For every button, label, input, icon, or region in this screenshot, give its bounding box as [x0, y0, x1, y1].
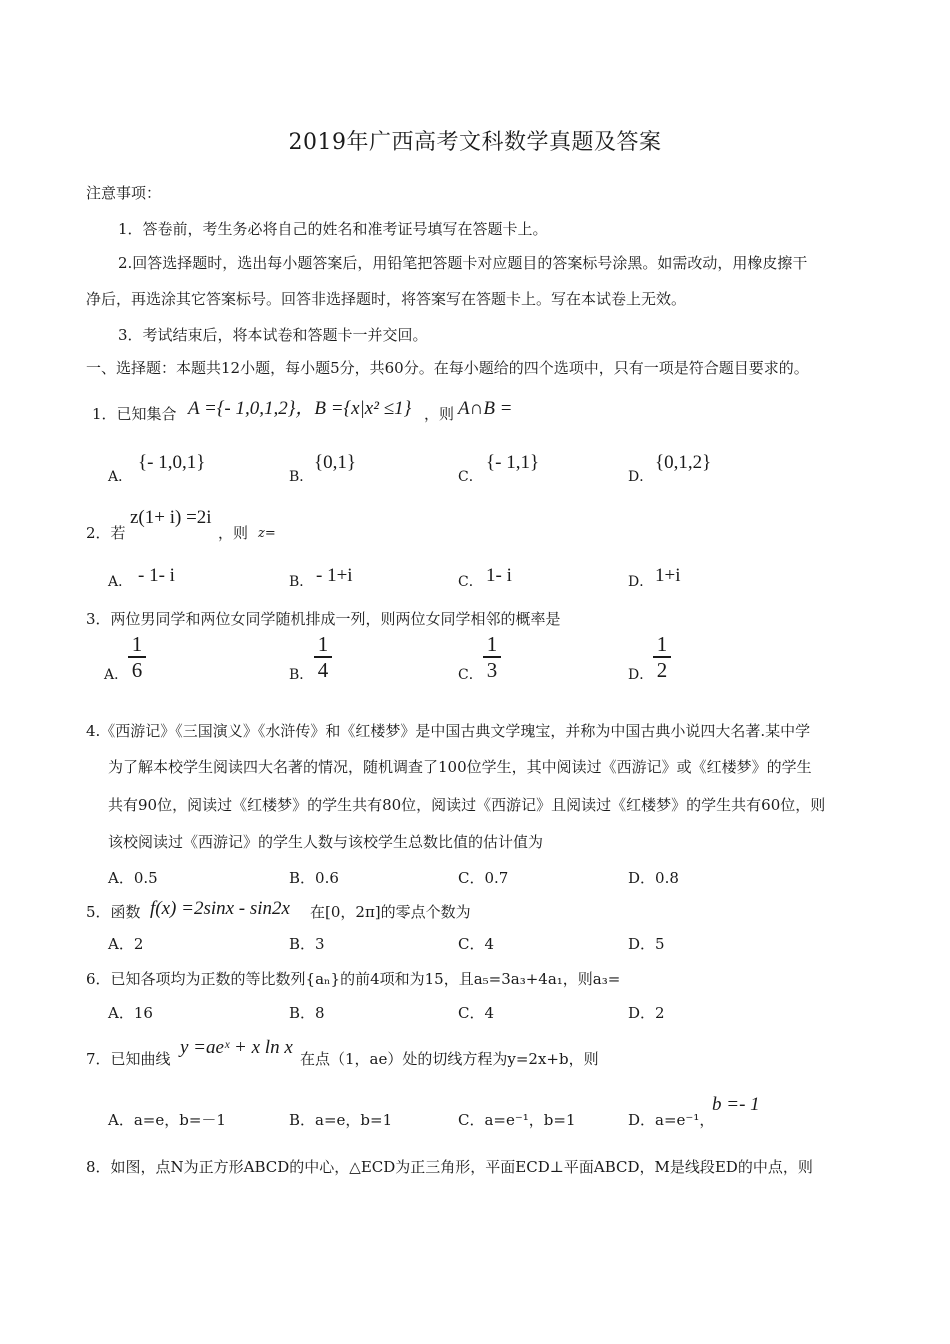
- q1-opt-c: {- 1,1}: [486, 452, 540, 473]
- q1-opt-b-label: B．: [289, 469, 314, 485]
- q6-opt-c-value: 4: [484, 1004, 495, 1022]
- q3-opt-b-fraction: [314, 633, 332, 681]
- q6-opt-a-value: 16: [133, 1004, 153, 1022]
- q3-opt-b-label: B．: [289, 667, 314, 683]
- q4-line-2: 为了解本校学生阅读四大名著的情况，随机调查了100位学生，其中阅读过《西游记》或《红楼梦》的学生: [108, 758, 812, 776]
- q7-opt-d-label: D．: [628, 1111, 656, 1129]
- q5-opt-b-label: B．: [289, 935, 316, 953]
- q2-opt-c-label: C．: [458, 574, 483, 590]
- notice-heading: 注意事项：: [86, 184, 162, 202]
- q6-opt-a-label: A．: [108, 1004, 134, 1022]
- q2-opt-d-label: D．: [628, 574, 654, 590]
- q5-math: f(x) =2sinx - sin2x: [150, 898, 290, 919]
- q5-opt-c: [458, 934, 494, 954]
- q7-opt-d-value: a=e⁻¹，: [655, 1111, 715, 1129]
- q7-opt-c: [458, 1110, 576, 1130]
- q3-opt-c-fraction: [483, 633, 501, 681]
- q3-opt-a-num: 1: [131, 632, 143, 656]
- q6-opt-d-value: 2: [655, 1004, 665, 1022]
- q1-suffix: ，则: [424, 405, 455, 423]
- q5-opt-a: [108, 934, 143, 954]
- q1-opt-d-label: D．: [628, 469, 654, 485]
- q2-opt-d: 1+i: [655, 565, 681, 586]
- q5-opt-a-value: 2: [133, 935, 144, 953]
- q2-math: z(1+ i) =2i: [130, 507, 212, 528]
- q4-line-3: 共有90位，阅读过《红楼梦》的学生共有80位，阅读过《西游记》且阅读过《红楼梦》的学生共有60位，则: [108, 796, 826, 814]
- q3-opt-c-label: C．: [458, 667, 483, 683]
- q5-opt-d-value: 5: [655, 935, 665, 953]
- q6-opt-d-label: D．: [628, 1004, 656, 1022]
- q5-opt-d-label: D．: [628, 935, 656, 953]
- q4-opt-b-value: 0.6: [315, 869, 339, 887]
- q7-opt-c-value: a=e⁻¹，b=1: [484, 1111, 576, 1129]
- q5-opt-b: [289, 934, 325, 954]
- q2-var: z=: [258, 526, 276, 541]
- q8-text: 8．如图，点N为正方形ABCD的中心，△ECD为正三角形，平面ECD⊥平面ABCD，M是线段ED的中点，则: [86, 1158, 813, 1176]
- q1-math2: A∩B =: [458, 398, 513, 419]
- q1-opt-a: {- 1,0,1}: [138, 452, 206, 473]
- q4-opt-d-value: 0.8: [655, 869, 679, 887]
- q4-line-1: 4.《西游记》《三国演义》《水浒传》和《红楼梦》是中国古典文学瑰宝，并称为中国古典小说四大名著.某中学: [86, 722, 811, 740]
- q4-opt-b: [289, 868, 339, 888]
- q5-opt-b-value: 3: [315, 935, 325, 953]
- q7-opt-a-value: a=e，b=－1: [133, 1111, 226, 1129]
- q2-opt-c: 1- i: [486, 565, 512, 586]
- q3-opt-d-label: D．: [628, 667, 654, 683]
- q2-opt-a-label: A．: [108, 574, 133, 590]
- q3-text: 3．两位男同学和两位女同学随机排成一列，则两位女同学相邻的概率是: [86, 610, 561, 628]
- q4-opt-c: [458, 868, 508, 888]
- q7-opt-d: [628, 1110, 714, 1130]
- q6-opt-a: [108, 1003, 153, 1023]
- q2-opt-a: - 1- i: [138, 565, 175, 586]
- q3-opt-b-num: 1: [317, 632, 329, 656]
- q1-prefix: 1．已知集合: [92, 405, 177, 423]
- q7-suffix: 在点（1，ae）处的切线方程为y=2x+b，则: [300, 1050, 599, 1068]
- notice-item-3: 3．考试结束后，将本试卷和答题卡一并交回。: [118, 326, 428, 344]
- q5-opt-c-label: C．: [458, 935, 485, 953]
- q7-opt-b-label: B．: [289, 1111, 316, 1129]
- q6-opt-b-label: B．: [289, 1004, 316, 1022]
- q4-opt-c-label: C．: [458, 869, 485, 887]
- q2-suffix: ，则: [218, 524, 249, 542]
- q6-opt-c: [458, 1003, 494, 1023]
- q7-opt-b-value: a=e，b=1: [315, 1111, 393, 1129]
- q3-opt-a-fraction: [128, 633, 146, 681]
- q4-opt-a: [108, 868, 158, 888]
- q3-opt-c-num: 1: [486, 632, 498, 656]
- q3-opt-c-den: 3: [486, 657, 498, 682]
- q7-opt-c-label: C．: [458, 1111, 485, 1129]
- q1-opt-a-label: A．: [108, 469, 133, 485]
- q6-text: 6．已知各项均为正数的等比数列{aₙ}的前4项和为15，且a₅=3a₃+4a₁，则a₃=: [86, 970, 621, 988]
- q3-opt-d-fraction: [653, 633, 671, 681]
- q1-opt-b: {0,1}: [314, 452, 356, 473]
- q2-opt-b: - 1+i: [316, 565, 353, 586]
- q6-opt-d: [628, 1003, 665, 1023]
- q1-opt-c-label: C．: [458, 469, 483, 485]
- q1-opt-d: {0,1,2}: [655, 452, 712, 473]
- q7-opt-a-label: A．: [108, 1111, 134, 1129]
- q6-opt-b-value: 8: [315, 1004, 325, 1022]
- q6-opt-c-label: C．: [458, 1004, 485, 1022]
- q5-opt-d: [628, 934, 665, 954]
- q3-opt-a-den: 6: [131, 657, 143, 682]
- q5-suffix: 在[0，2π]的零点个数为: [310, 903, 471, 921]
- q5-opt-a-label: A．: [108, 935, 134, 953]
- q2-opt-b-label: B．: [289, 574, 314, 590]
- q7-opt-a: [108, 1110, 226, 1130]
- q7-opt-b: [289, 1110, 392, 1130]
- notice-item-2a: 2.回答选择题时，选出每小题答案后，用铅笔把答题卡对应题目的答案标号涂黑。如需改动，用橡皮擦干: [118, 254, 808, 272]
- q1-math: A ={- 1,0,1,2}，B ={x|x² ≤1}: [188, 398, 412, 419]
- q6-opt-b: [289, 1003, 325, 1023]
- q3-opt-b-den: 4: [317, 657, 329, 682]
- notice-item-2b: 净后，再选涂其它答案标号。回答非选择题时，将答案写在答题卡上。写在本试卷上无效。: [86, 290, 687, 308]
- q3-opt-d-num: 1: [656, 632, 668, 656]
- q4-opt-d-label: D．: [628, 869, 656, 887]
- q4-line-4: 该校阅读过《西游记》的学生人数与该校学生总数比值的估计值为: [108, 833, 544, 851]
- q4-opt-c-value: 0.7: [484, 869, 509, 887]
- q5-opt-c-value: 4: [484, 935, 495, 953]
- q4-opt-d: [628, 868, 679, 888]
- page-title: 2019年广西高考文科数学真题及答案: [288, 130, 662, 155]
- q3-opt-d-den: 2: [656, 657, 668, 682]
- q7-opt-d-math: b =- 1: [712, 1094, 760, 1115]
- q4-opt-b-label: B．: [289, 869, 316, 887]
- notice-item-1: 1．答卷前，考生务必将自己的姓名和准考证号填写在答题卡上。: [118, 220, 548, 238]
- q7-math: y =aeˣ + x ln x: [180, 1037, 293, 1058]
- q3-opt-a-label: A．: [104, 667, 129, 683]
- q7-prefix: 7．已知曲线: [86, 1050, 171, 1068]
- q5-prefix: 5．函数: [86, 903, 141, 921]
- section-heading: 一、选择题：本题共12小题，每小题5分，共60分。在每小题给的四个选项中，只有一项是符合题目要求的。: [86, 359, 809, 377]
- q2-prefix: 2．若: [86, 524, 126, 542]
- q4-opt-a-value: 0.5: [133, 869, 158, 887]
- q4-opt-a-label: A．: [108, 869, 134, 887]
